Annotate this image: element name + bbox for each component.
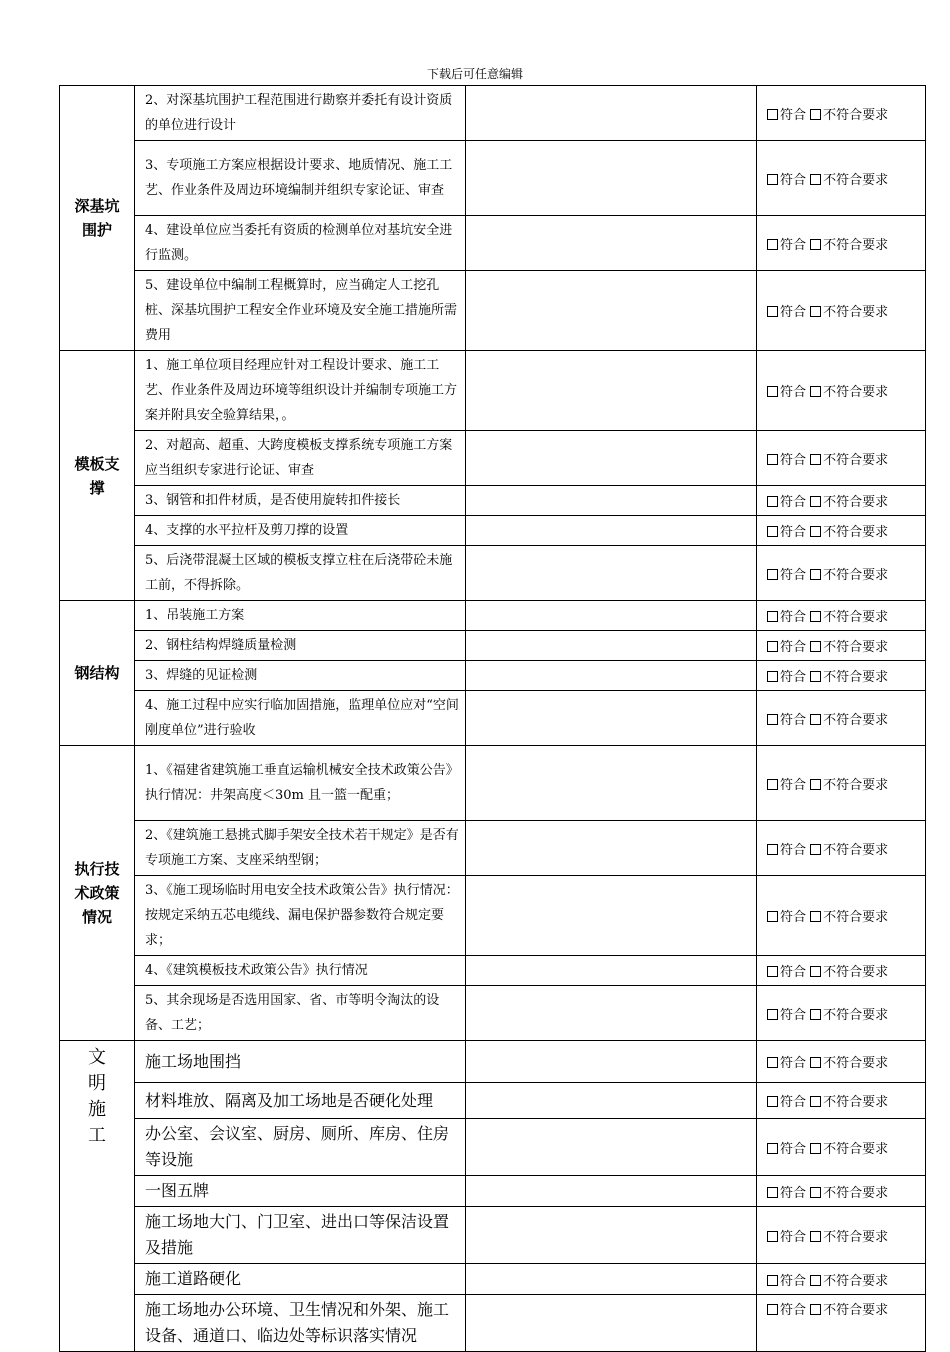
conform-label: 符合 (780, 1007, 807, 1023)
check-item-text: 4、施工过程中应实行临加固措施，监理单位应对“空间刚度单位”进行验收 (135, 691, 466, 746)
conform-label: 符合 (780, 172, 807, 188)
conform-label: 符合 (780, 1303, 807, 1318)
inspection-table (59, 85, 926, 1352)
conform-checkbox[interactable] (767, 779, 778, 790)
nonconform-label: 不符合要求 (823, 452, 889, 468)
check-item-text: 2、钢柱结构焊缝质量检测 (135, 631, 466, 661)
remarks-cell[interactable] (466, 86, 757, 141)
category-cell (60, 351, 135, 601)
conform-label: 符合 (780, 567, 807, 583)
check-item-text: 办公室、会议室、厨房、厕所、库房、住房等设施 (135, 1119, 466, 1176)
conform-label: 符合 (780, 610, 807, 625)
conform-label: 符合 (780, 1141, 807, 1157)
check-item-text: 3、专项施工方案应根据设计要求、地质情况、施工工艺、作业条件及周边环境编制并组织专家论证、审查 (135, 141, 466, 216)
conform-checkbox[interactable] (767, 306, 778, 317)
table-row (60, 271, 926, 351)
check-item-text: 5、建设单位中编制工程概算时，应当确定人工挖孔桩、深基坑围护工程安全作业环境及安全施工措施所需费用 (135, 271, 466, 351)
check-item-text: 2、对超高、超重、大跨度模板支撑系统专项施工方案应当组织专家进行论证、审查 (135, 431, 466, 486)
result-cell (757, 631, 926, 661)
nonconform-label: 不符合要求 (823, 670, 889, 685)
result-cell (757, 86, 926, 141)
table-row (60, 431, 926, 486)
result-cell (757, 271, 926, 351)
nonconform-checkbox[interactable] (810, 1187, 821, 1198)
result-cell (757, 1295, 926, 1352)
table-row (60, 1295, 926, 1352)
conform-checkbox[interactable] (767, 1057, 778, 1068)
nonconform-checkbox[interactable] (810, 239, 821, 250)
nonconform-checkbox[interactable] (810, 306, 821, 317)
table-row (60, 986, 926, 1041)
nonconform-label: 不符合要求 (823, 385, 889, 400)
nonconform-label: 不符合要求 (823, 1229, 889, 1245)
conform-label: 符合 (780, 712, 807, 728)
conform-label: 符合 (780, 1056, 807, 1071)
result-cell (757, 516, 926, 546)
result-cell (757, 876, 926, 956)
check-item-text: 1、施工单位项目经理应针对工程设计要求、施工工艺、作业条件及周边环境等组织设计并编制专项施工方案并附具安全验算结果，。 (135, 351, 466, 431)
conform-label: 符合 (780, 107, 807, 123)
category-label: 执行技术政策情况 (74, 860, 120, 926)
result-cell (757, 1207, 926, 1264)
remarks-cell[interactable] (466, 1207, 757, 1264)
remarks-cell[interactable] (466, 956, 757, 986)
nonconform-checkbox[interactable] (810, 174, 821, 185)
check-item-text: 1、吊装施工方案 (135, 601, 466, 631)
nonconform-checkbox[interactable] (810, 911, 821, 922)
nonconform-checkbox[interactable] (810, 1057, 821, 1068)
nonconform-label: 不符合要求 (823, 965, 889, 980)
category-cell (60, 86, 135, 351)
conform-label: 符合 (780, 777, 807, 793)
remarks-cell[interactable] (466, 486, 757, 516)
table-row (60, 216, 926, 271)
nonconform-checkbox[interactable] (810, 611, 821, 622)
conform-checkbox[interactable] (767, 569, 778, 580)
table-row (60, 1119, 926, 1176)
remarks-cell[interactable] (466, 1119, 757, 1176)
check-item-text: 一图五牌 (135, 1176, 466, 1207)
nonconform-label: 不符合要求 (823, 1141, 889, 1157)
conform-checkbox[interactable] (767, 454, 778, 465)
remarks-cell[interactable] (466, 431, 757, 486)
remarks-cell[interactable] (466, 631, 757, 661)
nonconform-checkbox[interactable] (810, 641, 821, 652)
category-cell (60, 601, 135, 746)
remarks-cell[interactable] (466, 351, 757, 431)
table-row (60, 1041, 926, 1083)
nonconform-checkbox[interactable] (810, 1304, 821, 1315)
nonconform-checkbox[interactable] (810, 1275, 821, 1286)
check-item-text: 3、《施工现场临时用电安全技术政策公告》执行情况：按规定采纳五芯电缆线、漏电保护器参数符合规定要求； (135, 876, 466, 956)
table-row (60, 661, 926, 691)
conform-label: 符合 (780, 965, 807, 980)
conform-label: 符合 (780, 385, 807, 400)
result-cell (757, 1119, 926, 1176)
conform-checkbox[interactable] (767, 1009, 778, 1020)
table-row (60, 141, 926, 216)
remarks-cell[interactable] (466, 986, 757, 1041)
category-cell (60, 1041, 135, 1352)
check-item-text: 4、建设单位应当委托有资质的检测单位对基坑安全进行监测。 (135, 216, 466, 271)
remarks-cell[interactable] (466, 1083, 757, 1119)
nonconform-checkbox[interactable] (810, 779, 821, 790)
category-label: 钢结构 (74, 664, 120, 682)
nonconform-label: 不符合要求 (823, 525, 889, 540)
conform-label: 符合 (780, 1229, 807, 1245)
table-row (60, 546, 926, 601)
check-item-text: 3、钢管和扣件材质，是否使用旋转扣件接长 (135, 486, 466, 516)
nonconform-label: 不符合要求 (823, 1056, 889, 1071)
conform-label: 符合 (780, 640, 807, 655)
remarks-cell[interactable] (466, 691, 757, 746)
nonconform-checkbox[interactable] (810, 844, 821, 855)
result-cell (757, 821, 926, 876)
nonconform-label: 不符合要求 (823, 1303, 889, 1318)
table-row (60, 516, 926, 546)
conform-checkbox[interactable] (767, 239, 778, 250)
remarks-cell[interactable] (466, 516, 757, 546)
conform-checkbox[interactable] (767, 671, 778, 682)
conform-checkbox[interactable] (767, 109, 778, 120)
nonconform-checkbox[interactable] (810, 109, 821, 120)
conform-checkbox[interactable] (767, 844, 778, 855)
conform-checkbox[interactable] (767, 1231, 778, 1242)
result-cell (757, 1083, 926, 1119)
result-cell (757, 486, 926, 516)
nonconform-label: 不符合要求 (823, 640, 889, 655)
conform-label: 符合 (780, 842, 807, 858)
conform-checkbox[interactable] (767, 966, 778, 977)
result-cell (757, 1264, 926, 1295)
remarks-cell[interactable] (466, 1041, 757, 1083)
conform-checkbox[interactable] (767, 911, 778, 922)
result-cell (757, 691, 926, 746)
conform-label: 符合 (780, 1095, 807, 1110)
table-row (60, 631, 926, 661)
nonconform-label: 不符合要求 (823, 1185, 889, 1201)
nonconform-checkbox[interactable] (810, 386, 821, 397)
nonconform-label: 不符合要求 (823, 610, 889, 625)
category-label: 文明施工 (88, 1047, 106, 1146)
conform-label: 符合 (780, 1185, 807, 1201)
remarks-cell[interactable] (466, 141, 757, 216)
table-row (60, 876, 926, 956)
nonconform-checkbox[interactable] (810, 1143, 821, 1154)
check-item-text: 4、支撑的水平拉杆及剪刀撑的设置 (135, 516, 466, 546)
nonconform-label: 不符合要求 (823, 107, 889, 123)
table-row (60, 1264, 926, 1295)
nonconform-checkbox[interactable] (810, 671, 821, 682)
conform-checkbox[interactable] (767, 526, 778, 537)
nonconform-label: 不符合要求 (823, 567, 889, 583)
nonconform-label: 不符合要求 (823, 237, 889, 253)
result-cell (757, 431, 926, 486)
result-cell (757, 1176, 926, 1207)
nonconform-checkbox[interactable] (810, 569, 821, 580)
table-row (60, 956, 926, 986)
nonconform-checkbox[interactable] (810, 526, 821, 537)
conform-checkbox[interactable] (767, 1187, 778, 1198)
result-cell (757, 601, 926, 631)
category-label: 深基坑围护 (74, 197, 120, 239)
category-label: 模板支撑 (74, 454, 120, 497)
nonconform-checkbox[interactable] (810, 966, 821, 977)
remarks-cell[interactable] (466, 1264, 757, 1295)
conform-checkbox[interactable] (767, 1096, 778, 1107)
conform-checkbox[interactable] (767, 641, 778, 652)
conform-label: 符合 (780, 305, 807, 320)
nonconform-label: 不符合要求 (823, 712, 889, 728)
nonconform-checkbox[interactable] (810, 714, 821, 725)
conform-checkbox[interactable] (767, 174, 778, 185)
check-item-text: 施工场地办公环境、卫生情况和外架、施工设备、通道口、临边处等标识落实情况 (135, 1295, 466, 1352)
nonconform-label: 不符合要求 (823, 777, 889, 793)
nonconform-label: 不符合要求 (823, 1273, 889, 1289)
remarks-cell[interactable] (466, 1295, 757, 1352)
conform-checkbox[interactable] (767, 1275, 778, 1286)
nonconform-checkbox[interactable] (810, 1231, 821, 1242)
check-item-text: 3、焊缝的见证检测 (135, 661, 466, 691)
check-item-text: 材料堆放、隔离及加工场地是否硬化处理 (135, 1083, 466, 1119)
table-row (60, 1207, 926, 1264)
conform-label: 符合 (780, 237, 807, 253)
result-cell (757, 661, 926, 691)
conform-checkbox[interactable] (767, 496, 778, 507)
nonconform-label: 不符合要求 (823, 842, 889, 858)
remarks-cell[interactable] (466, 876, 757, 956)
category-cell (60, 746, 135, 1041)
result-cell (757, 986, 926, 1041)
check-item-text: 1、《福建省建筑施工垂直运输机械安全技术政策公告》执行情况：井架高度＜30m 且一篮一配重； (135, 746, 466, 821)
check-item-text: 2、《建筑施工悬挑式脚手架安全技术若干规定》是否有专项施工方案、支座采纳型钢； (135, 821, 466, 876)
check-item-text: 施工道路硬化 (135, 1264, 466, 1295)
conform-label: 符合 (780, 452, 807, 468)
nonconform-label: 不符合要求 (823, 305, 889, 320)
remarks-cell[interactable] (466, 271, 757, 351)
nonconform-checkbox[interactable] (810, 1096, 821, 1107)
conform-label: 符合 (780, 670, 807, 685)
check-item-text: 施工场地大门、门卫室、进出口等保洁设置及措施 (135, 1207, 466, 1264)
nonconform-label: 不符合要求 (823, 495, 889, 510)
nonconform-checkbox[interactable] (810, 454, 821, 465)
nonconform-checkbox[interactable] (810, 496, 821, 507)
table-row (60, 351, 926, 431)
table-row (60, 1176, 926, 1207)
nonconform-label: 不符合要求 (823, 1007, 889, 1023)
nonconform-checkbox[interactable] (810, 1009, 821, 1020)
table-row (60, 746, 926, 821)
table-row (60, 486, 926, 516)
conform-label: 符合 (780, 525, 807, 540)
nonconform-label: 不符合要求 (823, 172, 889, 188)
check-item-text: 5、后浇带混凝土区域的模板支撑立柱在后浇带砼未施工前，不得拆除。 (135, 546, 466, 601)
conform-checkbox[interactable] (767, 714, 778, 725)
conform-checkbox[interactable] (767, 1304, 778, 1315)
result-cell (757, 746, 926, 821)
result-cell (757, 1041, 926, 1083)
table-row (60, 601, 926, 631)
conform-checkbox[interactable] (767, 611, 778, 622)
check-item-text: 施工场地围挡 (135, 1041, 466, 1083)
remarks-cell[interactable] (466, 546, 757, 601)
result-cell (757, 216, 926, 271)
table-row (60, 86, 926, 141)
remarks-cell[interactable] (466, 661, 757, 691)
remarks-cell[interactable] (466, 601, 757, 631)
remarks-cell[interactable] (466, 746, 757, 821)
check-item-text: 5、其余现场是否选用国家、省、市等明令淘汰的设备、工艺； (135, 986, 466, 1041)
nonconform-label: 不符合要求 (823, 1095, 889, 1110)
remarks-cell[interactable] (466, 1176, 757, 1207)
remarks-cell[interactable] (466, 821, 757, 876)
table-row (60, 1083, 926, 1119)
page-header-note: 下载后可任意编辑 (426, 67, 523, 81)
result-cell (757, 141, 926, 216)
result-cell (757, 956, 926, 986)
table-row (60, 821, 926, 876)
conform-label: 符合 (780, 495, 807, 510)
conform-checkbox[interactable] (767, 386, 778, 397)
result-cell (757, 546, 926, 601)
table-row (60, 691, 926, 746)
conform-label: 符合 (780, 910, 807, 925)
conform-checkbox[interactable] (767, 1143, 778, 1154)
check-item-text: 4、《建筑模板技术政策公告》执行情况 (135, 956, 466, 986)
remarks-cell[interactable] (466, 216, 757, 271)
conform-label: 符合 (780, 1273, 807, 1289)
result-cell (757, 351, 926, 431)
check-item-text: 2、对深基坑围护工程范围进行勘察并委托有设计资质的单位进行设计 (135, 86, 466, 141)
nonconform-label: 不符合要求 (823, 910, 889, 925)
